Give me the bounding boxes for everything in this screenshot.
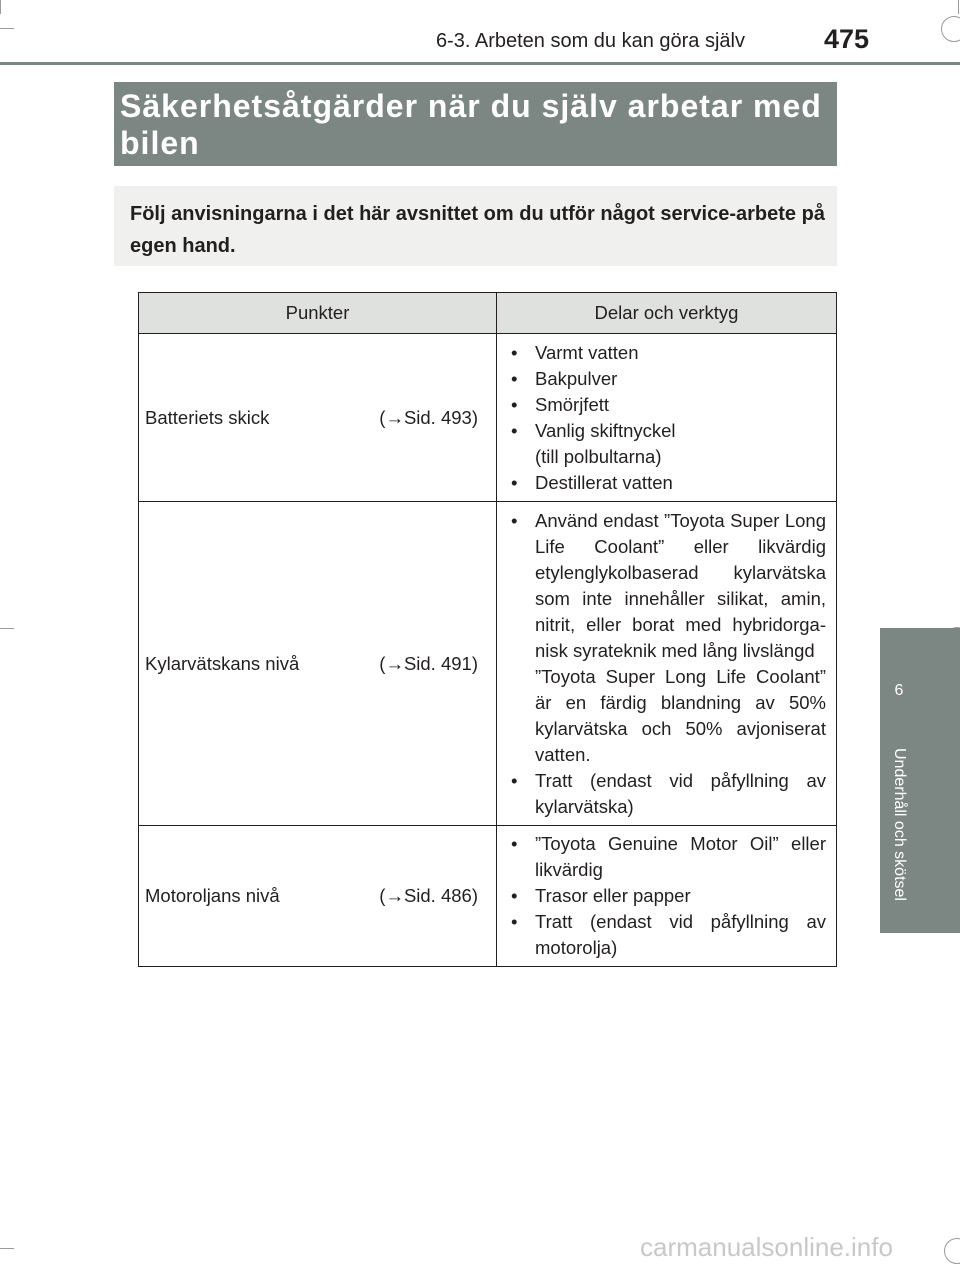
header-rule: [0, 62, 960, 65]
list-item: • Bakpulver: [511, 366, 826, 392]
chapter-tab-number: 6: [894, 682, 904, 699]
parts-cell: [497, 502, 837, 826]
list-item-text: Vanlig skiftnyckel: [535, 419, 676, 441]
list-item: [511, 508, 826, 768]
crop-mark: [958, 0, 959, 14]
list-item: • Destillerat vatten: [511, 470, 826, 496]
crop-mark: [0, 1248, 14, 1249]
table-row: [139, 826, 837, 967]
list-item-note: ”Toyota Super Long Life Coolant” är en färdig blandning av 50% kylarvätska och 50% avjoniserat vatten.: [535, 665, 826, 765]
list-item: [511, 418, 826, 470]
table-row: [139, 334, 837, 502]
page-number: 475: [823, 24, 869, 54]
intro-text: Följ anvisningarna i det här avsnittet om du utför något service-arbete på egen hand.: [114, 186, 837, 266]
item-cell: [139, 826, 497, 967]
page-title: Säkerhetsåtgärder när du själv arbetar med bilen: [114, 82, 837, 166]
crop-mark: [0, 628, 14, 629]
page-reference: (→Sid. 493): [379, 406, 478, 428]
parts-cell: [497, 334, 837, 502]
list-item: • ”Toyota Genuine Motor Oil” eller likvärdig: [511, 831, 826, 883]
column-header-punkter: Punkter: [139, 293, 497, 334]
page-reference: (→Sid. 486): [379, 885, 478, 906]
chapter-tab-label: Underhåll och skötsel: [891, 748, 908, 901]
watermark: carmanualsonline.info: [640, 1232, 893, 1262]
list-item: • Smörjfett: [511, 392, 826, 418]
item-name: Motoroljans nivå: [145, 885, 280, 906]
table-header-row: [139, 293, 837, 334]
item-cell: [139, 502, 497, 826]
item-name: Batteriets skick: [145, 406, 270, 428]
page-reference: (→Sid. 491): [379, 652, 478, 674]
item-name: Kylarvätskans nivå: [145, 652, 300, 674]
tools-table: [138, 292, 837, 967]
list-item-text: Använd endast ”Toyota Super Long Life Coolant” eller likvärdig etylenglykolbaserad kylarvätska som inte innehåller silikat, amin, nitrit, eller borat med hybridorga-nisk syrateknik med lång livslängd: [535, 509, 826, 661]
registration-mark: [941, 16, 960, 42]
list-item: • Tratt (endast vid påfyllning av kylarvätska): [511, 768, 826, 820]
section-header: 6-3. Arbeten som du kan göra själv: [435, 30, 745, 52]
table-row: [139, 502, 837, 826]
list-item-note: (till polbultarna): [535, 445, 662, 467]
parts-cell: [497, 826, 837, 967]
item-cell: [139, 334, 497, 502]
list-item: • Tratt (endast vid påfyllning av motorolja): [511, 909, 826, 961]
list-item: • Varmt vatten: [511, 340, 826, 366]
registration-mark: [944, 1238, 960, 1264]
column-header-delar: Delar och verktyg: [497, 293, 837, 334]
crop-mark: [0, 0, 1, 14]
crop-mark: [0, 28, 14, 29]
list-item: • Trasor eller papper: [511, 883, 826, 909]
